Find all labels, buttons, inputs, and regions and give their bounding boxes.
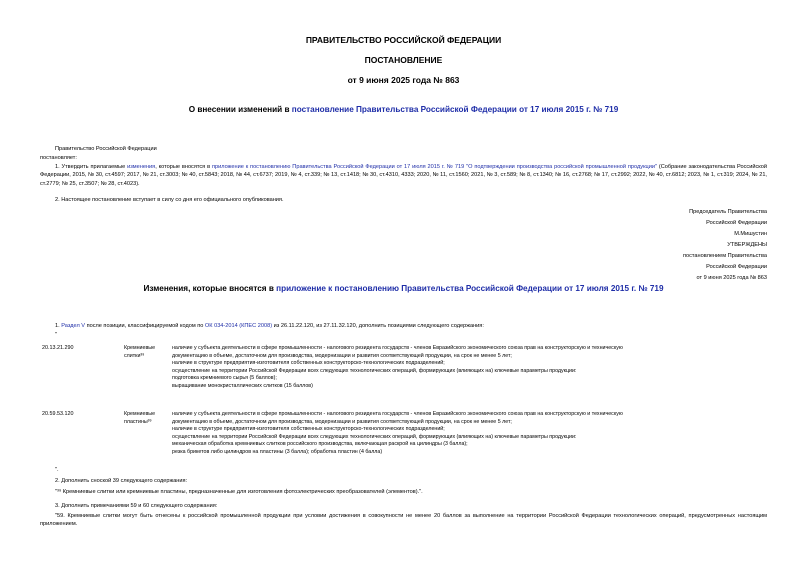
row-2-name-line: пластины³⁹ — [124, 418, 152, 425]
row-1-code: 20.13.21.290 — [42, 345, 74, 351]
row-1-criteria-line: наличие у субъекта деятельности в сфере промышленности - налогового резидента государств - членов Евразийского экономического союза прав на конструкторскую и техническую — [172, 345, 623, 351]
approved-label: УТВЕРЖДЕНЫ — [727, 242, 767, 248]
document-title — [0, 105, 807, 114]
signature-title: Председатель Правительства — [689, 209, 767, 215]
change-1-num: 1. — [55, 323, 62, 329]
changes-title — [0, 284, 807, 293]
change-2-heading: 2. Дополнить сноской 39 следующего содержания: — [55, 478, 188, 484]
item-1-text-b: , которые вносятся в — [155, 164, 212, 170]
title-link[interactable]: постановление Правительства Российской Федерации от 17 июля 2015 г. № 719 — [291, 105, 619, 114]
row-1-criteria-line: наличие в структуре предприятия-изготовителя собственных конструкторско-технологических подразделений; — [172, 360, 445, 367]
approved-date: от 9 июня 2025 года № 863 — [696, 275, 767, 281]
row-1-criteria-line: документацию в объеме, достаточном для производства, модернизации и развития соответствующей продукции, на срок не менее 5 лет; — [172, 352, 512, 359]
row-1-name-line: слитки³⁹ — [124, 352, 145, 359]
row-2-criteria-line: наличие в структуре предприятия-изготовителя собственных конструкторско-технологических подразделений; — [172, 426, 445, 433]
change-1-link-section[interactable]: Раздел V — [61, 323, 86, 329]
signature-name: М.Мишустин — [734, 231, 767, 237]
item-2-paragraph: 2. Настоящее постановление вступает в силу со дня его официального опубликования. — [55, 197, 284, 203]
item-1-text-c: (Собрание законодательства Российской Федерации, 2015, № 30, ст.4597; 2017, № 21, ст.3003; № 40, ст.5843; 2018, № 44, ст.6737; 2019, № 4, ст.339; № 13, ст.1418; № 30, ст.4310, 4333; 2020, № 11, ст.1560; 2021, № 3, ст.589; № 8, ст.1340; № 16, ст.2768; № 17, ст.2992; 2022, № 40, ст.6812; 2023, № 1, ст.319; 2024, № 21, ст.2779; № 25, ст.3507; № 28, ст.4023). — [40, 164, 767, 187]
row-2-name-line: Кремниевые — [124, 411, 156, 417]
row-1-criteria-line: осуществление на территории Российской Федерации всех следующих технологических операций, формирующих (влияющих на) ключевые параметры продукции: — [172, 367, 577, 374]
change-1-quote-close: ". — [55, 467, 59, 473]
row-2-criteria-line: осуществление на территории Российской Федерации всех следующих технологических операций, формирующих (влияющих на) ключевые параметры продукции: — [172, 433, 577, 440]
change-1-link-classifier[interactable]: ОК 034-2014 (КПЕС 2008) — [204, 323, 273, 329]
row-2-criteria — [172, 411, 623, 457]
change-1-quote-open: " — [55, 332, 57, 338]
row-1-criteria-line: выращивание монокристаллических слитков (15 баллов) — [172, 382, 313, 389]
intro-resolves: постановляет: — [40, 155, 77, 161]
doc-type-heading: ПОСТАНОВЛЕНИЕ — [364, 55, 443, 65]
approved-by: постановлением Правительства — [682, 253, 767, 259]
row-2-criteria-line: наличие у субъекта деятельности в сфере промышленности - налогового резидента государств - членов Евразийского экономического союза прав на конструкторскую и техническую — [172, 411, 623, 417]
change-1-paragraph — [55, 323, 484, 331]
signature-country: Российской Федерации — [706, 220, 767, 226]
row-2-criteria-line: документацию в объеме, достаточном для производства, модернизации и развития соответствующей продукции, на срок не менее 5 лет; — [172, 418, 512, 425]
row-1-criteria — [172, 345, 623, 391]
changes-title-prefix: Изменения, которые вносятся в — [143, 284, 277, 293]
item-1-link-annex[interactable]: приложение к постановлению Правительства Российской Федерации от 17 июля 2015 г. № 719 "О подтверждении производства российской промышленной продукции" — [211, 164, 657, 170]
approved-country: Российской Федерации — [706, 264, 767, 270]
row-1-name — [124, 345, 155, 360]
row-1-criteria-line: подготовка кремниевого сырья (5 баллов); — [172, 375, 277, 382]
change-3-heading: 3. Дополнить примечаниями 59 и 60 следующего содержания: — [55, 503, 218, 509]
row-1-name-line: Кремниевые — [124, 345, 156, 351]
change-3-note-59: "59. Кремниевые слитки могут быть отнесены к российской промышленной продукции при условии достижения в совокупности не менее 20 баллов за выполнение на территории Российской Федерации технологических операций, предусмотренных настоящим приложением. — [40, 513, 767, 528]
intro-government: Правительство Российской Федерации — [55, 146, 157, 152]
change-1-text-b: из 26.11.22.120, из 27.11.32.120, дополнить позициями следующего содержания: — [272, 323, 484, 329]
title-prefix: О внесении изменений в — [188, 105, 292, 114]
row-2-criteria-line: механическая обработка кремниевых слитков российского производства, включающая раскрой на цилиндры (3 балла); — [172, 441, 468, 448]
item-1-link-changes[interactable]: изменения — [127, 164, 156, 170]
changes-title-link[interactable]: приложение к постановлению Правительства Российской Федерации от 17 июля 2015 г. № 719 — [276, 284, 664, 293]
change-1-text-a: после позиции, классифицируемой кодом по — [85, 323, 205, 329]
change-2-footnote: "³⁹ Кремниевые слитки или кремниевые пластины, предназначенные для изготовления фотоэлектрических преобразователей (элементов).". — [55, 489, 423, 495]
row-2-name — [124, 411, 155, 426]
row-2-criteria-line: резка брикетов либо цилиндров на пластины (3 балла); обработка пластин (4 балла) — [172, 448, 383, 455]
item-1-text-a: 1. Утвердить прилагаемые — [55, 164, 128, 170]
row-2-code: 20.59.53.120 — [42, 411, 74, 417]
item-1-paragraph — [40, 163, 767, 188]
government-heading: ПРАВИТЕЛЬСТВО РОССИЙСКОЙ ФЕДЕРАЦИИ — [305, 35, 502, 45]
date-number: от 9 июня 2025 года № 863 — [347, 75, 460, 85]
